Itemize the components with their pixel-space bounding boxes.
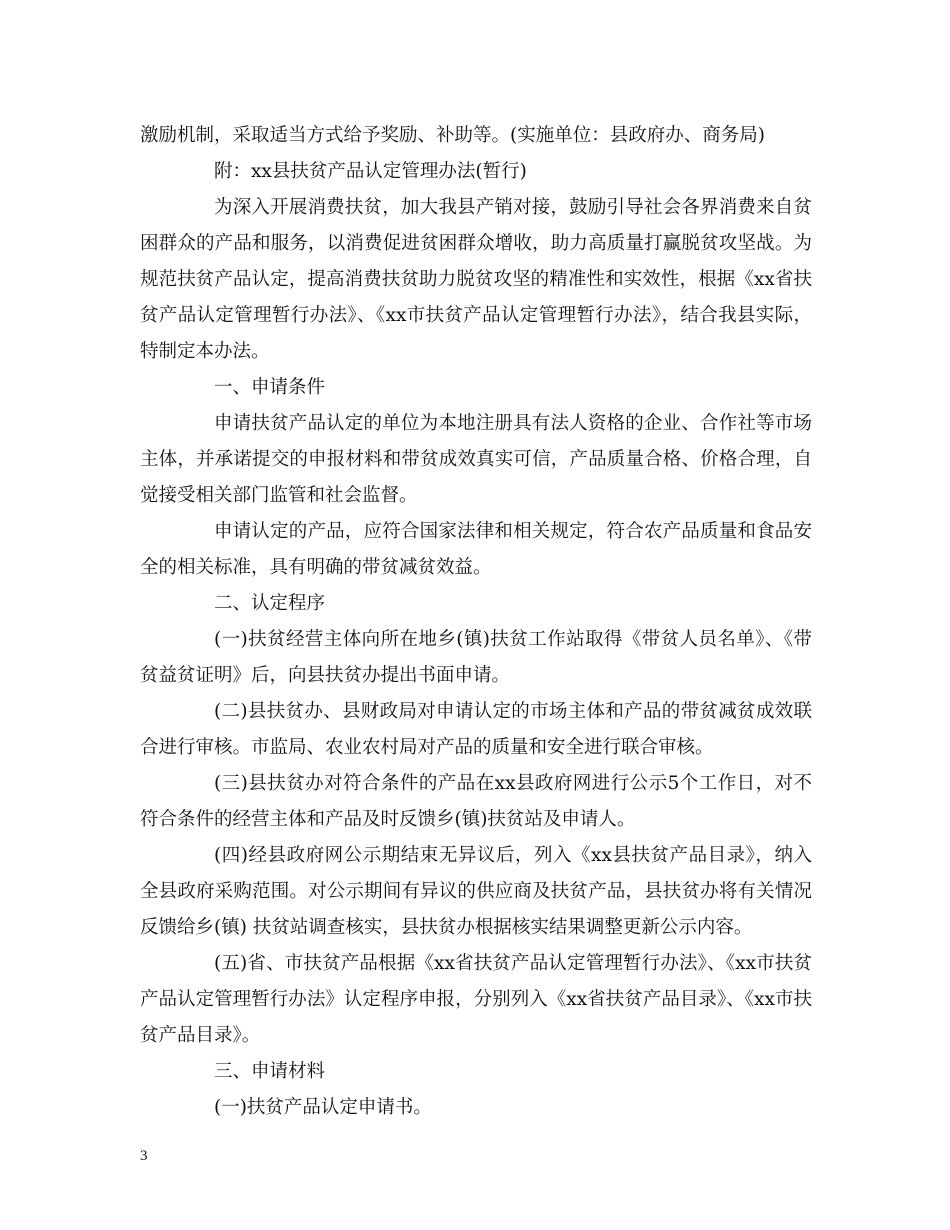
paragraph: (一)扶贫产品认定申请书。: [214, 1097, 432, 1118]
paragraph: 申请扶贫产品认定的单位为本地注册具有法人资格的企业、合作社等市场主体，并承诺提交的申报材料和带贫成效真实可信，产品质量合格、价格合理，自觉接受相关部门监管和社会监督。: [140, 413, 812, 506]
section-heading: 三、申请材料: [214, 1061, 326, 1082]
section-heading: 一、申请条件: [214, 377, 326, 398]
paragraph: (五)省、市扶贫产品根据《xx省扶贫产品认定管理暂行办法》、《xx市扶贫产品认定管理暂行办法》认定程序申报，分别列入《xx省扶贫产品目录》、《xx市扶贫产品目录》。: [140, 953, 812, 1046]
paragraph: 申请认定的产品，应符合国家法律和相关规定，符合农产品质量和食品安全的相关标准，具有明确的带贫减贫效益。: [140, 521, 812, 578]
paragraph: 激励机制，采取适当方式给予奖励、补助等。(实施单位：县政府办、商务局): [140, 125, 765, 146]
paragraph: (一)扶贫经营主体向所在地乡(镇)扶贫工作站取得《带贫人员名单》、《带贫益贫证明》后，向县扶贫办提出书面申请。: [140, 629, 812, 686]
section-heading: 二、认定程序: [214, 593, 326, 614]
paragraph: 为深入开展消费扶贫，加大我县产销对接，鼓励引导社会各界消费来自贫困群众的产品和服务，以消费促进贫困群众增收，助力高质量打赢脱贫攻坚战。为规范扶贫产品认定，提高消费扶贫助力脱贫攻坚的精准性和实效性，根据《xx省扶贫产品认定管理暂行办法》、《xx市扶贫产品认定管理暂行办法》，结合我县实际，特制定本办法。: [140, 197, 812, 362]
paragraph: (四)经县政府网公示期结束无异议后，列入《xx县扶贫产品目录》，纳入全县政府采购范围。对公示期间有异议的供应商及扶贫产品，县扶贫办将有关情况反馈给乡(镇) 扶贫站调查核实，县扶贫办根据核实结果调整更新公示内容。: [140, 845, 812, 938]
paragraph: (三)县扶贫办对符合条件的产品在xx县政府网进行公示5个工作日，对不符合条件的经营主体和产品及时反馈乡(镇)扶贫站及申请人。: [140, 773, 812, 830]
appendix-title: 附：xx县扶贫产品认定管理办法(暂行): [214, 161, 527, 182]
page-number: 3: [140, 1148, 148, 1164]
paragraph: (二)县扶贫办、县财政局对申请认定的市场主体和产品的带贫减贫成效联合进行审核。市监局、农业农村局对产品的质量和安全进行联合审核。: [140, 701, 812, 758]
document-body: [140, 118, 812, 1126]
